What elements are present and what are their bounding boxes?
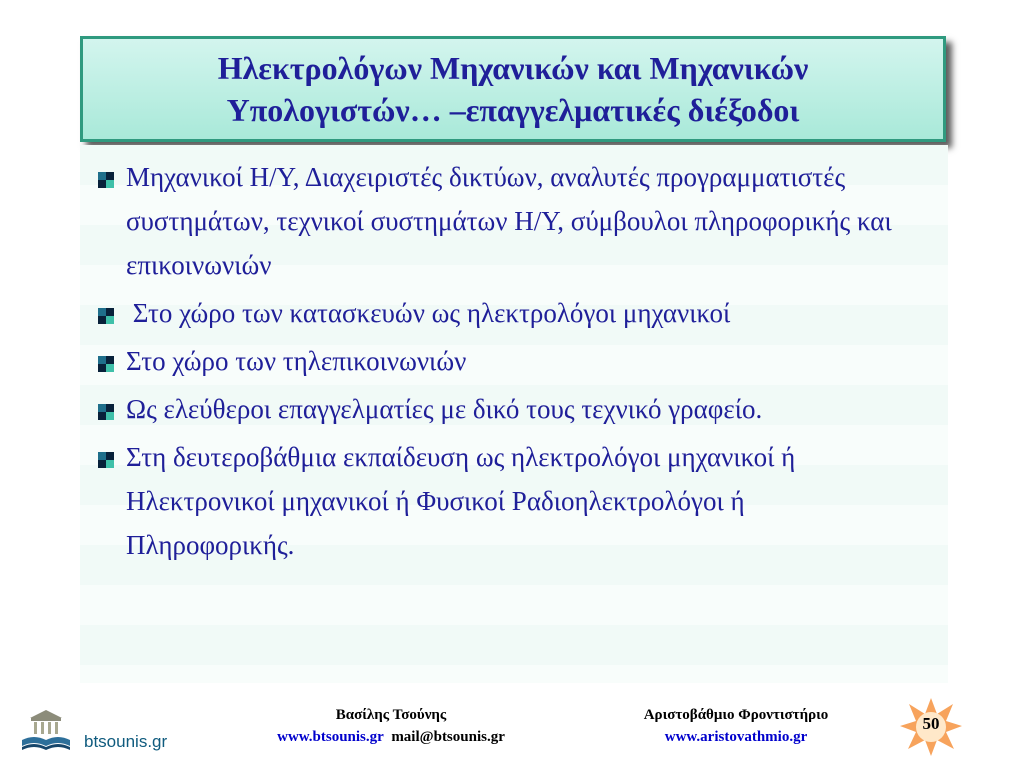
bullet-list <box>96 155 918 567</box>
square-bullet-icon <box>98 172 114 188</box>
bullet-text: Μηχανικοί Η/Υ, Διαχειριστές δικτύων, αναλυτές προγραμματιστές συστημάτων, τεχνικοί συστημάτων Η/Υ, σύμβουλοι πληροφορικής και επικοινωνιών <box>126 162 892 280</box>
organization-info <box>600 704 872 748</box>
author-info <box>232 704 550 748</box>
author-name: Βασίλης Τσούνης <box>335 707 447 723</box>
bullet-text: Στο χώρο των κατασκευών ως ηλεκτρολόγοι μηχανικοί <box>126 298 731 328</box>
bullet-text: Ως ελεύθεροι επαγγελματίες με δικό τους τεχνικό γραφείο. <box>126 394 763 424</box>
list-item <box>96 435 918 567</box>
slide-title <box>218 47 809 131</box>
list-item <box>96 339 918 383</box>
organization-name: Αριστοβάθμιο Φροντιστήριο <box>643 707 829 723</box>
logo-text: btsounis.gr <box>84 732 168 751</box>
slide-footer <box>0 690 1024 768</box>
btsounis-logo[interactable] <box>16 706 184 754</box>
organization-website-link[interactable]: www.aristovathmio.gr <box>664 729 808 745</box>
bullet-text: Στη δευτεροβάθμια εκπαίδευση ως ηλεκτρολόγοι μηχανικοί ή Ηλεκτρονικοί μηχανικοί ή Φυσικοί Ραδιοηλεκτρολόγοι ή Πληροφορικής. <box>126 442 796 560</box>
slide-title-box <box>80 36 946 142</box>
square-bullet-icon <box>98 404 114 420</box>
square-bullet-icon <box>98 356 114 372</box>
square-bullet-icon <box>98 308 114 324</box>
content-area <box>80 145 948 683</box>
list-item <box>96 291 918 335</box>
temple-book-icon <box>16 706 76 754</box>
bullet-text: Στο χώρο των τηλεπικοινωνιών <box>126 346 467 376</box>
square-bullet-icon <box>98 452 114 468</box>
title-line-1: Ηλεκτρολόγων Μηχανικών και Μηχανικών <box>217 50 809 86</box>
list-item <box>96 155 918 287</box>
list-item <box>96 387 918 431</box>
website-link[interactable]: www.btsounis.gr <box>277 729 384 745</box>
title-line-2: Υπολογιστών… –επαγγελματικές διέξοδοι <box>226 92 800 128</box>
email-text[interactable]: mail@btsounis.gr <box>391 729 505 745</box>
page-number: 50 <box>922 714 940 733</box>
